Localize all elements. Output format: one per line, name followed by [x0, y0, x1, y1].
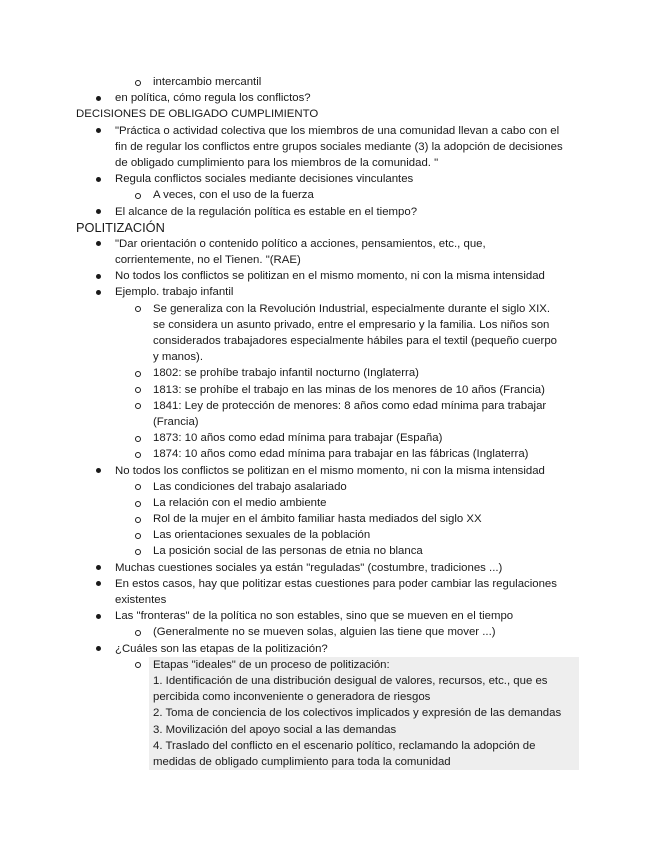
list-item — [0, 74, 655, 90]
list-item-text: percibida como inconveniente o generadora de riesgos — [153, 691, 431, 704]
hollow-bullet-icon — [135, 301, 141, 317]
bullet-icon — [96, 284, 101, 300]
list-item-text: No todos los conflictos se politizan en el mismo momento, ni con la misma intensidad — [115, 464, 545, 477]
list-item-continuation: fin de regular los conflictos entre grupos sociales mediante (3) la adopción de decisiones — [115, 140, 563, 153]
list-item-continuation — [0, 754, 655, 770]
highlighted-block — [0, 657, 655, 770]
list-item — [0, 446, 655, 462]
list-item — [0, 268, 655, 284]
list-item-continuation: y manos). — [153, 351, 204, 364]
hollow-bullet-icon — [135, 624, 141, 640]
document-page — [0, 74, 655, 770]
list-item — [0, 301, 655, 317]
list-item-continuation: considerados trabajadores especialmente hábiles para el textil (pequeño cuerpo — [153, 335, 557, 347]
list-item — [0, 171, 655, 187]
bullet-icon — [96, 204, 101, 220]
hollow-bullet-icon — [135, 398, 141, 414]
hollow-bullet-icon — [135, 365, 141, 381]
bullet-icon — [96, 560, 101, 576]
list-item-text: Se generaliza con la Revolución Industrial, especialmente durante el siglo XIX. — [153, 302, 551, 315]
list-item-continuation: se considera un asunto privado, entre el empresario y la familia. Los niños son — [153, 318, 550, 331]
hollow-bullet-icon — [135, 495, 141, 511]
list-item — [0, 430, 655, 446]
list-item-continuation: de obligado cumplimiento para los miembros de la comunidad. " — [115, 156, 439, 169]
bullet-icon — [96, 123, 101, 139]
list-item-text: intercambio mercantil — [153, 76, 262, 88]
hollow-bullet-icon — [135, 543, 141, 559]
list-item-text: 1874: 10 años como edad mínima para trabajar en las fábricas (Inglaterra) — [153, 448, 529, 461]
list-item — [0, 123, 655, 139]
bullet-icon — [96, 608, 101, 624]
list-item — [0, 495, 655, 511]
bullet-icon — [96, 90, 101, 106]
hollow-bullet-icon — [135, 527, 141, 543]
section-heading: POLITIZACIÓN — [76, 219, 165, 235]
bullet-icon — [96, 576, 101, 592]
list-item-text: ¿Cuáles son las etapas de la politización? — [115, 642, 328, 655]
list-item-text: 4. Traslado del conflicto en el escenario político, reclamando la adopción de — [153, 739, 536, 752]
list-item-text: medidas de obligado cumplimiento para toda la comunidad — [153, 755, 451, 768]
list-item-text: Ejemplo. trabajo infantil — [115, 286, 234, 299]
hollow-bullet-icon — [135, 74, 141, 90]
list-item-text: 3. Movilización del apoyo social a las demandas — [153, 723, 397, 736]
list-item-text: Las orientaciones sexuales de la población — [153, 529, 371, 542]
list-item-text: Las condiciones del trabajo asalariado — [153, 480, 347, 493]
list-item-text: 1813: se prohíbe el trabajo en las minas de los menores de 10 años (Francia) — [153, 383, 545, 396]
hollow-bullet-icon — [135, 187, 141, 203]
list-item — [0, 576, 655, 592]
hollow-bullet-icon — [135, 657, 141, 673]
list-item-text: En estos casos, hay que politizar estas cuestiones para poder cambiar las regulaciones — [115, 577, 557, 590]
list-item-text: El alcance de la regulación política es estable en el tiempo? — [115, 205, 418, 218]
list-item — [0, 398, 655, 414]
list-item-text: No todos los conflictos se politizan en el mismo momento, ni con la misma intensidad — [115, 270, 545, 283]
list-item — [0, 187, 655, 203]
list-item-continuation: (Francia) — [153, 415, 199, 428]
hollow-bullet-icon — [135, 479, 141, 495]
list-item-text: 2. Toma de conciencia de los colectivos implicados y expresión de las demandas — [153, 707, 562, 720]
bullet-icon — [96, 641, 101, 657]
list-item-text: Las "fronteras" de la política no son estables, sino que se mueven en el tiempo — [115, 610, 514, 623]
list-item-continuation — [0, 738, 655, 754]
hollow-bullet-icon — [135, 511, 141, 527]
list-item — [0, 204, 655, 220]
list-item-text: Etapas "ideales" de un proceso de politización: — [153, 658, 390, 671]
list-item-text: "Dar orientación o contenido político a acciones, pensamientos, etc., que, — [115, 237, 486, 250]
list-item-continuation — [0, 722, 655, 738]
list-item-continuation — [0, 689, 655, 705]
list-item — [0, 284, 655, 300]
hollow-bullet-icon — [135, 430, 141, 446]
list-item-text: La relación con el medio ambiente — [153, 496, 327, 509]
section-heading: DECISIONES DE OBLIGADO CUMPLIMIENTO — [76, 108, 319, 121]
list-item-continuation — [0, 673, 655, 689]
list-item — [0, 560, 655, 576]
list-item-text: Rol de la mujer en el ámbito familiar hasta mediados del siglo XX — [153, 513, 482, 526]
list-item-text: Regula conflictos sociales mediante decisiones vinculantes — [115, 173, 414, 186]
list-item — [0, 641, 655, 657]
list-item — [0, 543, 655, 559]
bullet-icon — [96, 463, 101, 479]
list-item-text: 1. Identificación de una distribución desigual de valores, recursos, etc., que es — [153, 674, 548, 687]
list-item-continuation: corrientemente, no el Tienen. "(RAE) — [115, 254, 301, 267]
list-item-text: "Práctica o actividad colectiva que los miembros de una comunidad llevan a cabo con el — [115, 124, 560, 137]
bullet-icon — [96, 268, 101, 284]
list-item — [0, 90, 655, 106]
list-item — [0, 624, 655, 640]
list-item — [0, 382, 655, 398]
list-item — [0, 657, 655, 673]
list-item-continuation: existentes — [115, 594, 167, 606]
list-item-text: A veces, con el uso de la fuerza — [153, 189, 314, 202]
list-item — [0, 511, 655, 527]
list-item-text: Muchas cuestiones sociales ya están "reguladas" (costumbre, tradiciones ...) — [115, 561, 503, 574]
list-item — [0, 479, 655, 495]
hollow-bullet-icon — [135, 446, 141, 462]
bullet-icon — [96, 171, 101, 187]
list-item-text: (Generalmente no se mueven solas, alguien las tiene que mover ...) — [153, 626, 496, 639]
list-item — [0, 527, 655, 543]
list-item-continuation — [0, 705, 655, 721]
list-item-text: en política, cómo regula los conflictos? — [115, 92, 311, 105]
list-item — [0, 365, 655, 381]
list-item — [0, 463, 655, 479]
bullet-icon — [96, 236, 101, 252]
list-item-text: 1802: se prohíbe trabajo infantil nocturno (Inglaterra) — [153, 367, 419, 380]
hollow-bullet-icon — [135, 382, 141, 398]
list-item-text: La posición social de las personas de etnia no blanca — [153, 545, 423, 558]
list-item — [0, 608, 655, 624]
list-item-text: 1873: 10 años como edad mínima para trabajar (España) — [153, 432, 443, 445]
list-item-text: 1841: Ley de protección de menores: 8 años como edad mínima para trabajar — [153, 399, 547, 412]
list-item — [0, 236, 655, 252]
